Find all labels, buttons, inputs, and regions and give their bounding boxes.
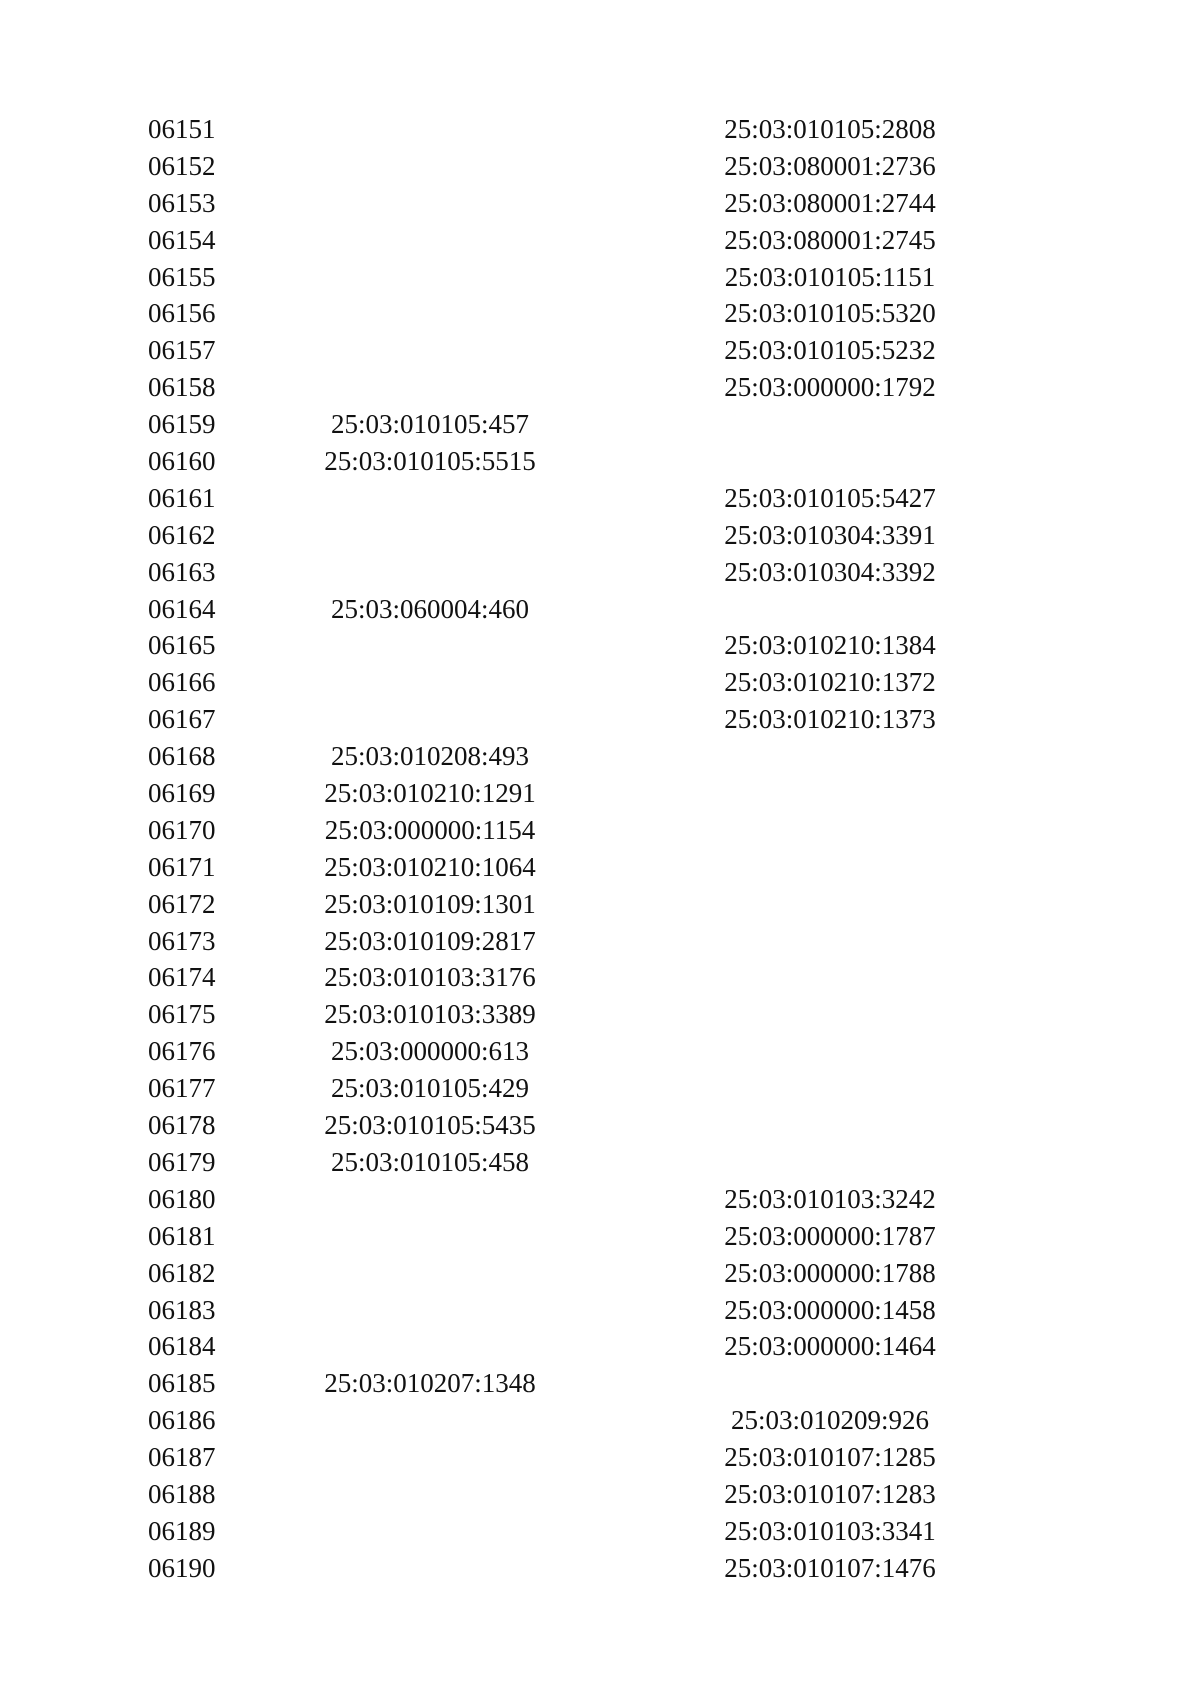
table-row: [0, 480, 1200, 517]
cadastral-number-column-1: 25:03:010105:429: [330, 1073, 529, 1104]
cadastral-number-column-2: 25:03:010107:1283: [724, 1478, 936, 1509]
cadastral-number-column-2: 25:03:010210:1373: [724, 704, 936, 735]
table-row: [0, 849, 1200, 886]
table-row: [0, 923, 1200, 960]
cadastral-number-column-1: 25:03:010210:1291: [324, 778, 536, 809]
cadastral-number-column-1: 25:03:010109:1301: [324, 888, 536, 919]
table-row: [0, 1070, 1200, 1107]
row-number: 06159: [148, 409, 216, 440]
cadastral-number-column-2: 25:03:000000:1788: [724, 1257, 936, 1288]
row-number: 06171: [148, 851, 216, 882]
row-number: 06167: [148, 704, 216, 735]
table-row: [0, 517, 1200, 554]
cadastral-number-column-2: 25:03:010103:3341: [724, 1515, 936, 1546]
table-row: [0, 1292, 1200, 1329]
row-number: 06189: [148, 1515, 216, 1546]
table-row: [0, 148, 1200, 185]
cadastral-number-column-2: 25:03:080001:2744: [724, 187, 936, 218]
cadastral-number-column-1: 25:03:010109:2817: [324, 925, 536, 956]
cadastral-number-column-1: 25:03:060004:460: [330, 593, 529, 624]
cadastral-number-table: [0, 111, 1200, 1587]
table-row: [0, 627, 1200, 664]
cadastral-number-column-2: 25:03:010304:3392: [724, 556, 936, 587]
table-row: [0, 1365, 1200, 1402]
table-row: [0, 259, 1200, 296]
table-row: [0, 1476, 1200, 1513]
cadastral-number-column-2: 25:03:010105:5232: [724, 335, 936, 366]
cadastral-number-column-1: 25:03:010207:1348: [324, 1368, 536, 1399]
row-number: 06182: [148, 1257, 216, 1288]
cadastral-number-column-2: 25:03:010105:5320: [724, 298, 936, 329]
row-number: 06153: [148, 187, 216, 218]
cadastral-number-column-2: 25:03:010209:926: [730, 1405, 929, 1436]
table-row: [0, 1107, 1200, 1144]
row-number: 06156: [148, 298, 216, 329]
table-row: [0, 443, 1200, 480]
table-row: [0, 295, 1200, 332]
table-row: [0, 996, 1200, 1033]
cadastral-number-column-1: 25:03:010208:493: [330, 741, 529, 772]
table-row: [0, 1328, 1200, 1365]
row-number: 06154: [148, 224, 216, 255]
table-row: [0, 1255, 1200, 1292]
table-row: [0, 812, 1200, 849]
row-number: 06181: [148, 1220, 216, 1251]
table-row: [0, 701, 1200, 738]
row-number: 06161: [148, 482, 216, 513]
table-row: [0, 185, 1200, 222]
cadastral-number-column-2: 25:03:080001:2745: [724, 224, 936, 255]
cadastral-number-column-2: 25:03:010107:1285: [724, 1442, 936, 1473]
table-row: [0, 369, 1200, 406]
table-row: [0, 591, 1200, 628]
cadastral-number-column-2: 25:03:010107:1476: [724, 1552, 936, 1583]
row-number: 06163: [148, 556, 216, 587]
cadastral-number-column-2: 25:03:010210:1384: [724, 630, 936, 661]
table-row: [0, 554, 1200, 591]
cadastral-number-column-1: 25:03:010105:5435: [324, 1110, 536, 1141]
table-row: [0, 332, 1200, 369]
row-number: 06175: [148, 999, 216, 1030]
row-number: 06157: [148, 335, 216, 366]
row-number: 06166: [148, 667, 216, 698]
row-number: 06180: [148, 1183, 216, 1214]
cadastral-number-column-2: 25:03:010105:1151: [724, 261, 936, 292]
row-number: 06168: [148, 741, 216, 772]
cadastral-number-column-2: 25:03:010105:5427: [724, 482, 936, 513]
row-number: 06179: [148, 1146, 216, 1177]
row-number: 06174: [148, 962, 216, 993]
cadastral-number-column-1: 25:03:010105:458: [330, 1146, 529, 1177]
table-row: [0, 1144, 1200, 1181]
row-number: 06177: [148, 1073, 216, 1104]
table-row: [0, 775, 1200, 812]
table-row: [0, 1181, 1200, 1218]
table-row: [0, 664, 1200, 701]
cadastral-number-column-1: 25:03:010210:1064: [324, 851, 536, 882]
table-row: [0, 111, 1200, 148]
table-row: [0, 1513, 1200, 1550]
row-number: 06158: [148, 372, 216, 403]
cadastral-number-column-2: 25:03:010103:3242: [724, 1183, 936, 1214]
row-number: 06170: [148, 814, 216, 845]
row-number: 06184: [148, 1331, 216, 1362]
table-row: [0, 1402, 1200, 1439]
table-row: [0, 1033, 1200, 1070]
cadastral-number-column-2: 25:03:000000:1464: [724, 1331, 936, 1362]
table-row: [0, 406, 1200, 443]
row-number: 06185: [148, 1368, 216, 1399]
cadastral-number-column-1: 25:03:000000:613: [330, 1036, 529, 1067]
row-number: 06162: [148, 519, 216, 550]
cadastral-number-column-2: 25:03:010105:2808: [724, 114, 936, 144]
table-row: [0, 886, 1200, 923]
cadastral-number-column-2: 25:03:010210:1372: [724, 667, 936, 698]
row-number: 06183: [148, 1294, 216, 1325]
cadastral-number-column-2: 25:03:080001:2736: [724, 150, 936, 181]
row-number: 06169: [148, 778, 216, 809]
cadastral-number-column-1: 25:03:010103:3389: [324, 999, 536, 1030]
table-row: [0, 1550, 1200, 1587]
cadastral-number-column-1: 25:03:010105:457: [330, 409, 529, 440]
cadastral-number-column-2: 25:03:010304:3391: [724, 519, 936, 550]
row-number: 06190: [148, 1552, 216, 1583]
row-number: 06151: [148, 114, 216, 144]
row-number: 06172: [148, 888, 216, 919]
row-number: 06165: [148, 630, 216, 661]
cadastral-number-column-2: 25:03:000000:1787: [724, 1220, 936, 1251]
row-number: 06155: [148, 261, 216, 292]
row-number: 06188: [148, 1478, 216, 1509]
table-row: [0, 738, 1200, 775]
cadastral-number-column-1: 25:03:000000:1154: [324, 814, 536, 845]
row-number: 06176: [148, 1036, 216, 1067]
cadastral-number-column-1: 25:03:010105:5515: [324, 446, 536, 477]
row-number: 06173: [148, 925, 216, 956]
row-number: 06178: [148, 1110, 216, 1141]
table-row: [0, 959, 1200, 996]
row-number: 06160: [148, 446, 216, 477]
row-number: 06152: [148, 150, 216, 181]
row-number: 06187: [148, 1442, 216, 1473]
row-number: 06186: [148, 1405, 216, 1436]
row-number: 06164: [148, 593, 216, 624]
table-row: [0, 222, 1200, 259]
cadastral-number-column-2: 25:03:000000:1458: [724, 1294, 936, 1325]
cadastral-number-column-1: 25:03:010103:3176: [324, 962, 536, 993]
table-row: [0, 1218, 1200, 1255]
cadastral-number-column-2: 25:03:000000:1792: [724, 372, 936, 403]
table-row: [0, 1439, 1200, 1476]
